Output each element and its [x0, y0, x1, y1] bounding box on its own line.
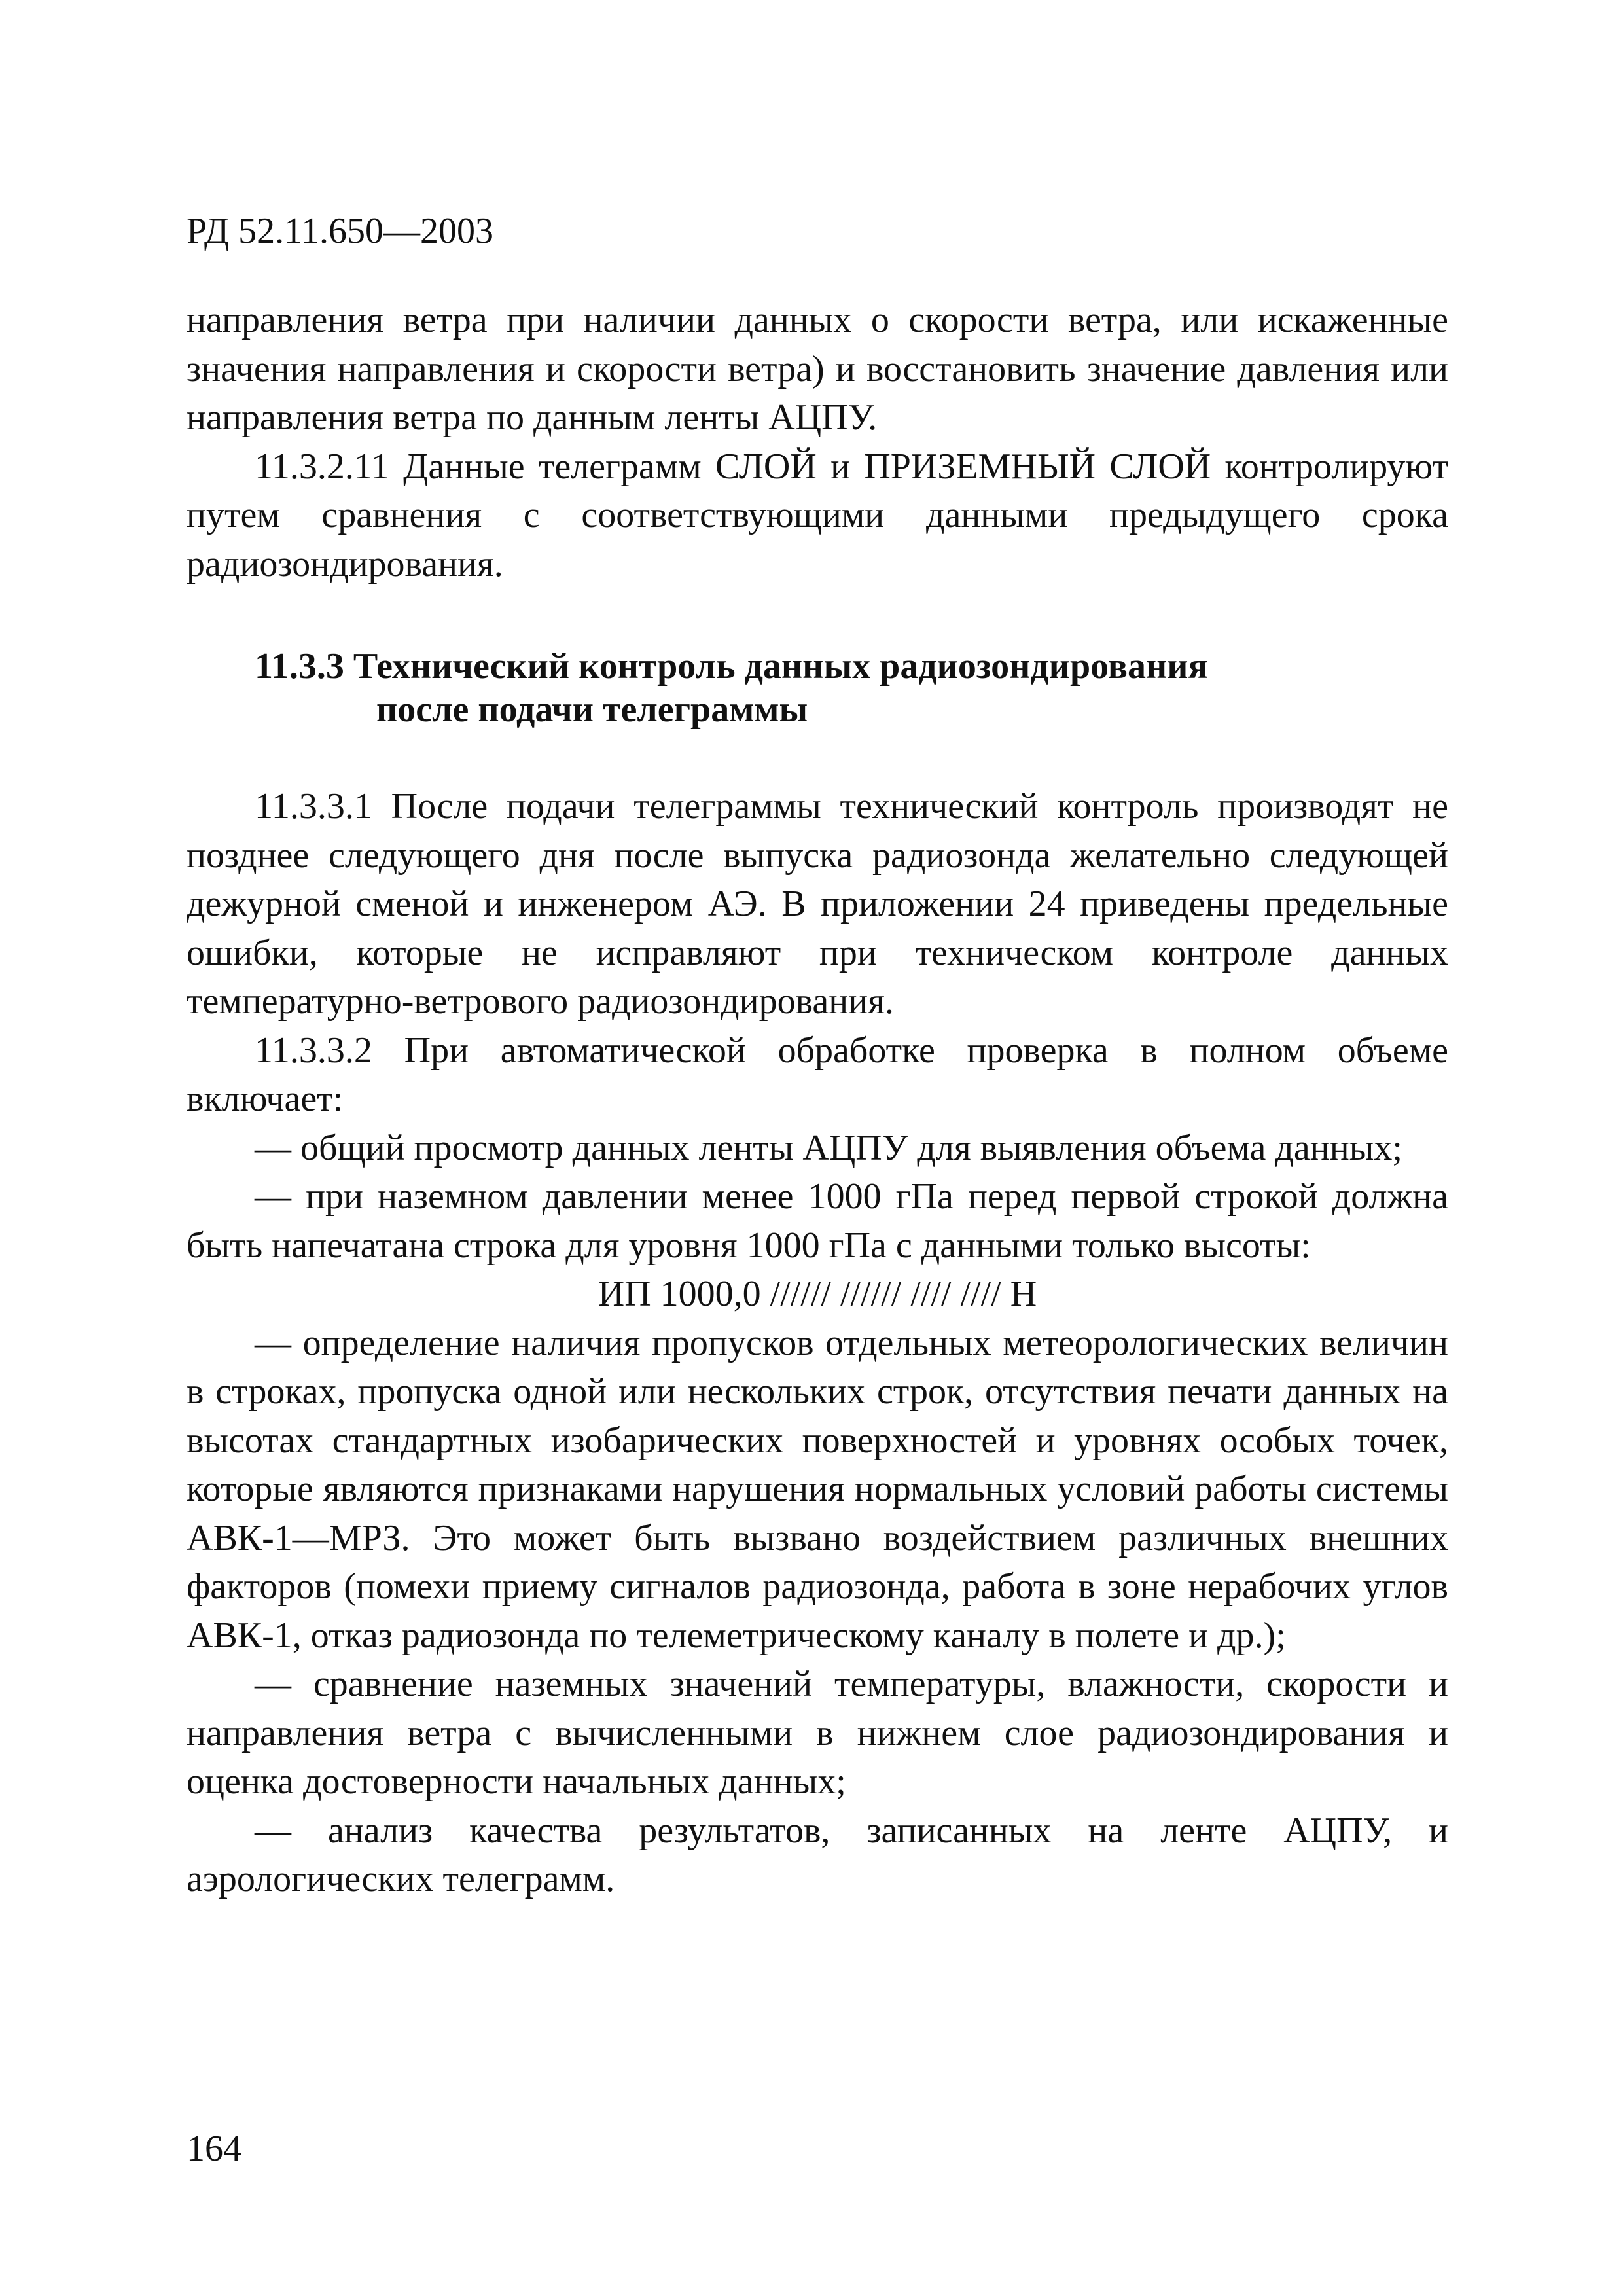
section-heading-title-cont: после подачи телеграммы [376, 689, 808, 730]
page-number: 164 [187, 2128, 241, 2169]
section-heading-title: 11.3.3 Технический контроль данных радиозондирования [255, 646, 1208, 687]
list-item-overview: — общий просмотр данных ленты АЦПУ для выявления объема данных; [255, 1127, 1402, 1168]
paragraph-11-3-2-11: 11.3.2.11 Данные телеграмм СЛОЙ и ПРИЗЕМНЫЙ СЛОЙ контролируют путем сравнения с соответствующими данными предыдущего срока радиозондирования. [187, 446, 1448, 584]
text-block-intro [187, 296, 1448, 588]
code-line: ИП 1000,0 ////// ////// //// //// Н [597, 1274, 1037, 1314]
paragraph-11-3-3-2: 11.3.3.2 При автоматической обработке проверка в полном объеме включает: [187, 1030, 1448, 1119]
paragraph-11-3-3-1: 11.3.3.1 После подачи телеграммы технический контроль производят не позднее следующего дня после выпуска радиозонда желательно следующей дежурной сменой и инженером АЭ. В приложении 24 приведены предельные ошибки, которые не исправляют при техническом контроле данных температурно-ветрового радиозондирования. [187, 786, 1448, 1022]
section-heading [187, 645, 1448, 731]
list-item-analysis: — анализ качества результатов, записанных на ленте АЦПУ, и аэрологических телеграмм. [187, 1810, 1448, 1899]
list-item-gaps: — определение наличия пропусков отдельных метеорологических величин в строках, пропуска одной или нескольких строк, отсутствия печати данных на высотах стандартных изобарических поверхностей и уровнях особых точек, которые являются признаками нарушения нормальных условий работы системы АВК-1—МРЗ. Это может быть вызвано воздействием различных внешних факторов (помехи приему сигналов радиозонда, работа в зоне нерабочих углов АВК-1, отказ радиозонда по телеметрическому каналу в полете и др.); [187, 1322, 1448, 1656]
text-block-main [187, 782, 1448, 1904]
list-item-pressure: — при наземном давлении менее 1000 гПа перед первой строкой должна быть напечатана строка для уровня 1000 гПа с данными только высоты: [187, 1176, 1448, 1266]
document-code: РД 52.11.650—2003 [187, 211, 494, 251]
list-item-comparison: — сравнение наземных значений температуры, влажности, скорости и направления ветра с вычисленными в нижнем слое радиозондирования и оценка достоверности начальных данных; [187, 1664, 1448, 1802]
paragraph-continuation: направления ветра при наличии данных о скорости ветра, или искаженные значения направления и скорости ветра) и восстановить значение давления или направления ветра по данным ленты АЦПУ. [187, 300, 1448, 438]
